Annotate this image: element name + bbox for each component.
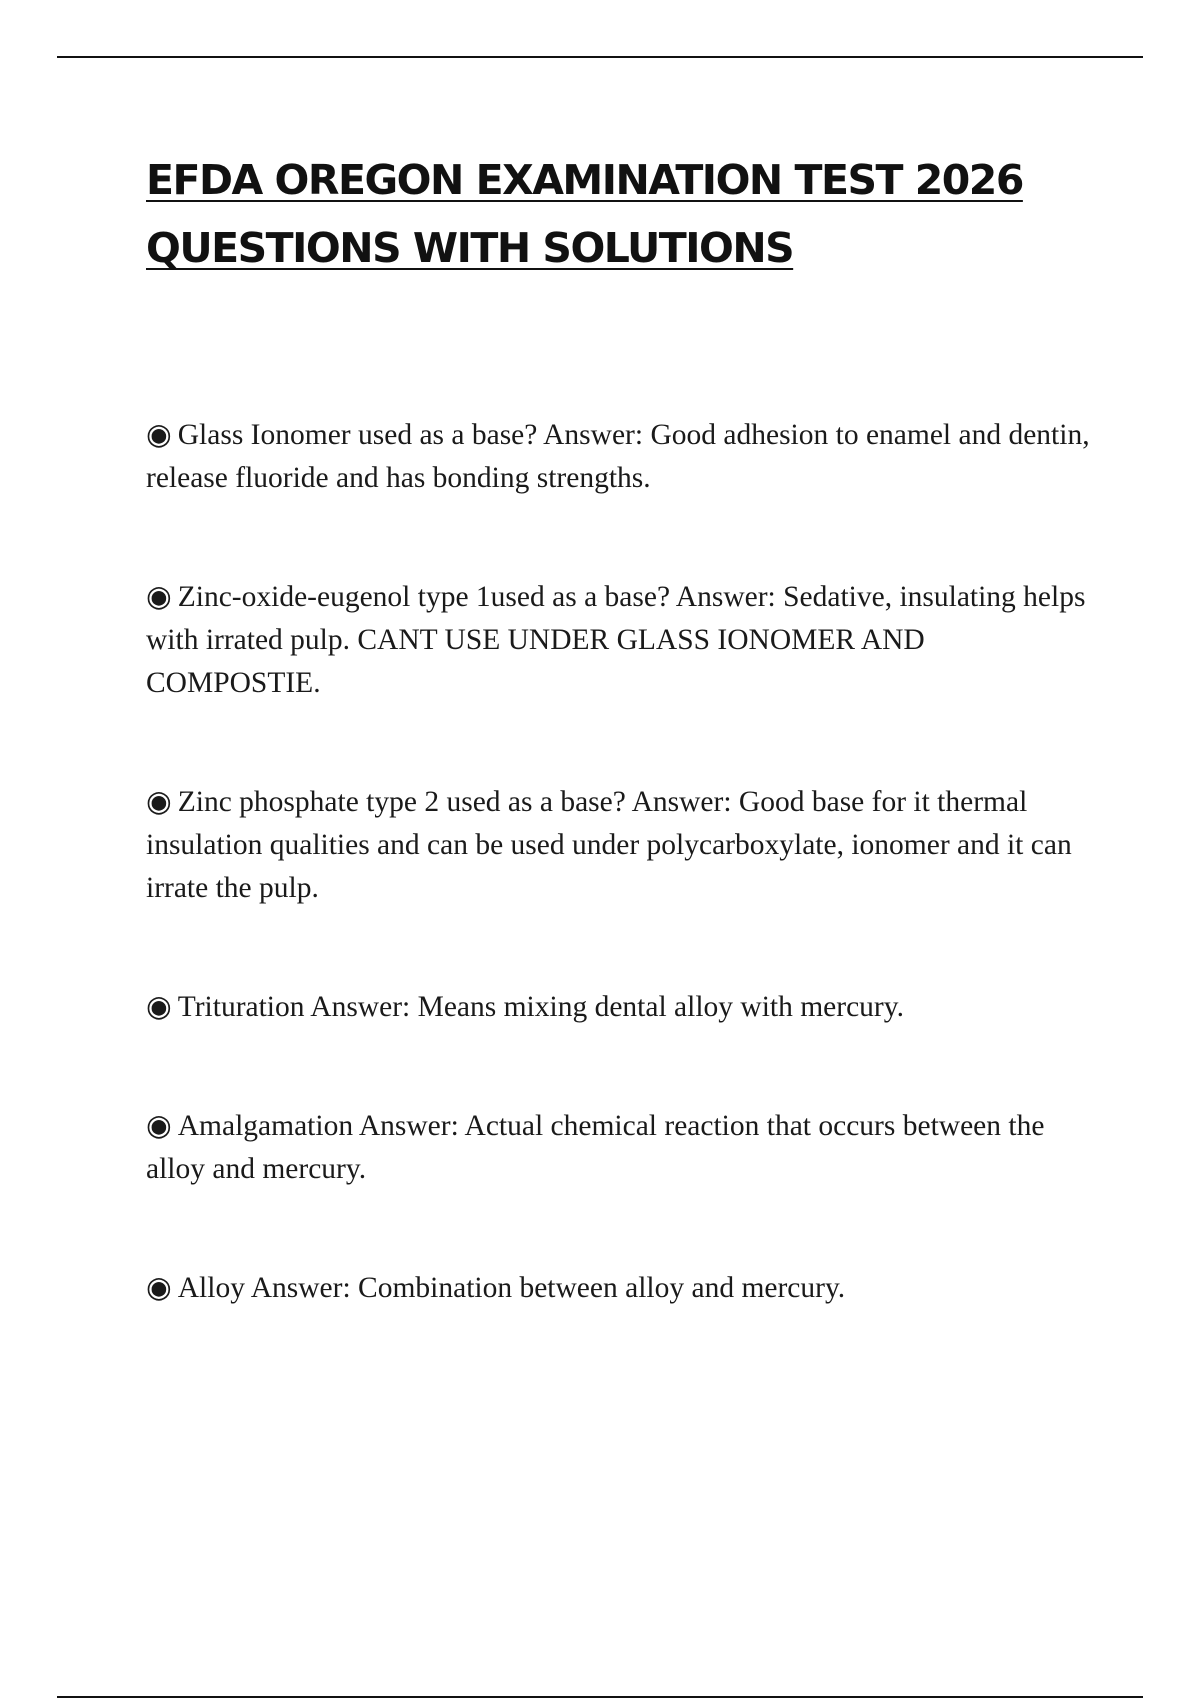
bullet-icon: ◉ xyxy=(146,786,172,818)
answer-text: Answer: Means mixing dental alloy with mercury. xyxy=(310,991,904,1023)
bullet-icon: ◉ xyxy=(146,581,172,613)
question-text: Trituration xyxy=(177,991,305,1023)
bullet-icon: ◉ xyxy=(146,991,172,1023)
qa-item xyxy=(146,986,1106,1029)
qa-item xyxy=(146,1105,1106,1191)
answer-text: Answer: Good adhesion to enamel and dentin, release fluoride and has bonding strengths. xyxy=(146,419,1090,494)
question-text: Zinc phosphate type 2 used as a base? xyxy=(177,786,626,818)
answer-text: Answer: Actual chemical reaction that occurs between the alloy and mercury. xyxy=(146,1110,1045,1185)
question-text: Zinc-oxide-eugenol type 1used as a base? xyxy=(177,581,671,613)
top-rule xyxy=(57,56,1143,58)
qa-list xyxy=(146,414,1106,1310)
answer-text: Answer: Good base for it thermal insulation qualities and can be used under polycarboxylate, ionomer and it can irrate the pulp. xyxy=(146,786,1072,904)
bullet-icon: ◉ xyxy=(146,1110,172,1142)
document-title xyxy=(146,146,1126,282)
answer-text: Answer: Sedative, insulating helps with irrated pulp. CANT USE UNDER GLASS IONOMER AND COMPOSTIE. xyxy=(146,581,1086,699)
title-line-2: QUESTIONS WITH SOLUTIONS xyxy=(146,224,794,272)
title-line-1: EFDA OREGON EXAMINATION TEST 2026 xyxy=(146,156,1023,204)
bottom-rule xyxy=(57,1696,1143,1698)
bullet-icon: ◉ xyxy=(146,419,172,451)
question-text: Alloy xyxy=(177,1272,245,1304)
qa-item xyxy=(146,576,1106,705)
qa-item xyxy=(146,414,1106,500)
bullet-icon: ◉ xyxy=(146,1272,172,1304)
qa-item xyxy=(146,1267,1106,1310)
question-text: Glass Ionomer used as a base? xyxy=(177,419,538,451)
question-text: Amalgamation xyxy=(177,1110,354,1142)
qa-item xyxy=(146,781,1106,910)
answer-text: Answer: Combination between alloy and mercury. xyxy=(250,1272,846,1304)
